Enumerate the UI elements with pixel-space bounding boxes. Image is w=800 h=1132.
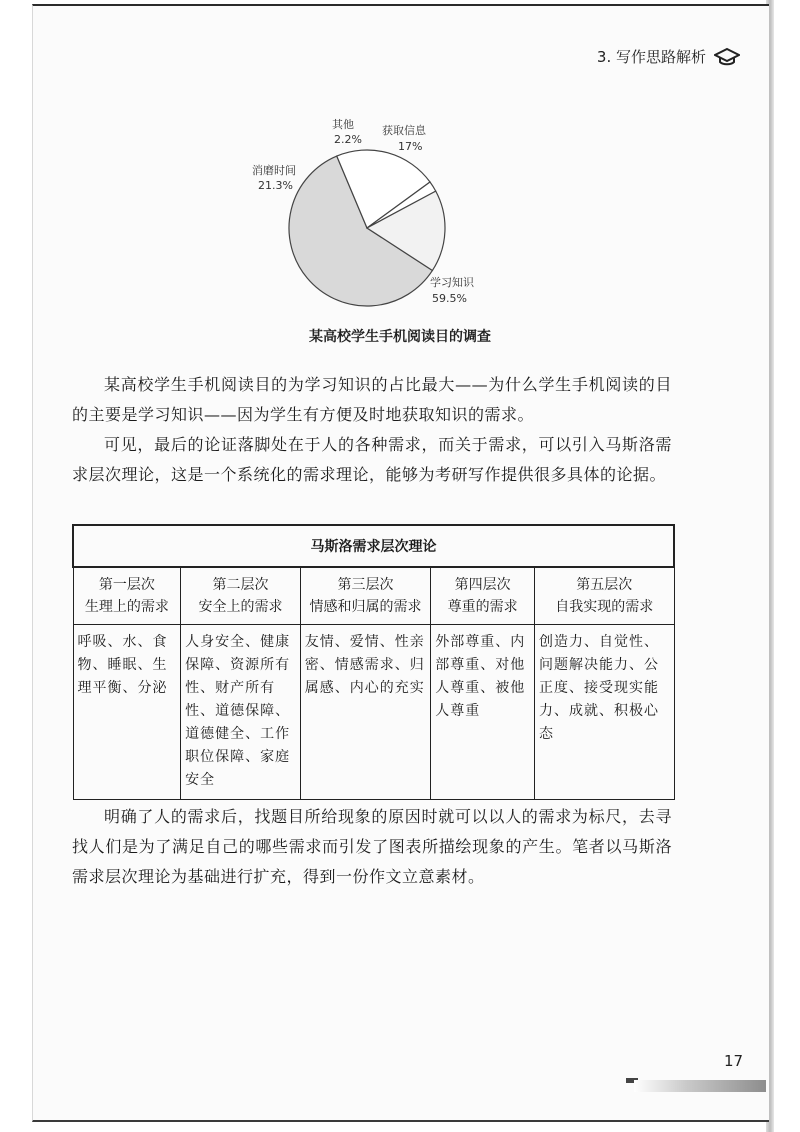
table-header-row bbox=[73, 567, 674, 625]
chart-caption: 某高校学生手机阅读目的调查 bbox=[309, 329, 491, 345]
table-title: 马斯洛需求层次理论 bbox=[73, 525, 674, 567]
slice-label-value-1: 21.3% bbox=[258, 179, 293, 192]
running-header bbox=[597, 46, 740, 67]
need-label: 自我实现的需求 bbox=[555, 599, 654, 615]
table-header-cell bbox=[534, 567, 674, 625]
need-label: 尊重的需求 bbox=[447, 599, 518, 615]
level-label: 第四层次 bbox=[454, 577, 511, 593]
table-cell: 呼吸、水、食物、睡眠、生理平衡、分泌 bbox=[73, 625, 181, 800]
slice-label-value-0: 59.5% bbox=[432, 292, 467, 305]
slice-label-name-3: 获取信息 bbox=[382, 124, 426, 137]
level-label: 第五层次 bbox=[576, 577, 633, 593]
table-header-cell bbox=[300, 567, 431, 625]
level-label: 第三层次 bbox=[337, 577, 394, 593]
footer-bar bbox=[634, 1080, 766, 1092]
paragraph-1: 某高校学生手机阅读目的为学习知识的占比最大——为什么学生手机阅读的目的主要是学习知识——因为学生有方便及时地获取知识的需求。 bbox=[72, 375, 672, 424]
paragraph-3: 明确了人的需求后，找题目所给现象的原因时就可以以人的需求为标尺，去寻找人们是为了满足自己的哪些需求而引发了图表所描绘现象的产生。笔者以马斯洛需求层次理论为基础进行扩充，得到一份作文立意素材。 bbox=[72, 807, 672, 886]
table-cell: 人身安全、健康保障、资源所有性、财产所有性、道德保障、道德健全、工作职位保障、家庭安全 bbox=[181, 625, 301, 800]
table-cell: 创造力、自觉性、问题解决能力、公正度、接受现实能力、成就、积极心态 bbox=[534, 625, 674, 800]
table-header-cell bbox=[431, 567, 535, 625]
paragraph-2: 可见，最后的论证落脚处在于人的各种需求，而关于需求，可以引入马斯洛需求层次理论，这是一个系统化的需求理论，能够为考研写作提供很多具体的论据。 bbox=[72, 435, 672, 484]
pie-chart-svg bbox=[220, 110, 520, 320]
table-cell: 外部尊重、内部尊重、对他人尊重、被他人尊重 bbox=[431, 625, 535, 800]
need-label: 安全上的需求 bbox=[198, 599, 283, 615]
pie-chart bbox=[220, 110, 520, 320]
table-header-cell bbox=[181, 567, 301, 625]
graduation-cap-icon bbox=[714, 47, 740, 67]
table-header-cell bbox=[73, 567, 181, 625]
slice-label-name-1: 消磨时间 bbox=[252, 164, 296, 177]
table-row bbox=[73, 625, 674, 800]
slice-label-name-0: 学习知识 bbox=[430, 276, 474, 289]
slice-label-value-2: 2.2% bbox=[334, 133, 362, 146]
need-label: 生理上的需求 bbox=[84, 599, 169, 615]
slice-label-name-2: 其他 bbox=[332, 118, 354, 131]
page-number: 17 bbox=[724, 1052, 744, 1070]
slice-label-value-3: 17% bbox=[398, 140, 423, 153]
level-label: 第一层次 bbox=[98, 577, 155, 593]
table-cell: 友情、爱情、性亲密、情感需求、归属感、内心的充实 bbox=[300, 625, 431, 800]
need-label: 情感和归属的需求 bbox=[309, 599, 422, 615]
level-label: 第二层次 bbox=[212, 577, 269, 593]
maslow-table bbox=[72, 524, 675, 800]
section-title: 3. 写作思路解析 bbox=[596, 48, 706, 66]
